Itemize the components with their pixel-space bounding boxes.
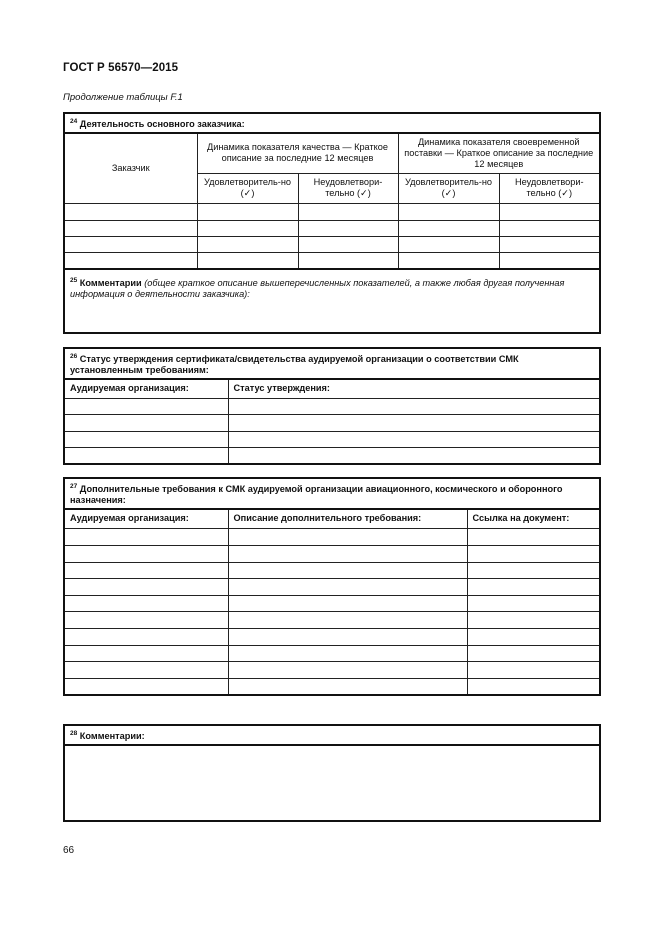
table-cell[interactable] <box>467 628 600 645</box>
table-cell[interactable] <box>64 447 228 464</box>
page-number: 66 <box>63 845 75 856</box>
table-cell[interactable] <box>228 414 600 431</box>
table-cell[interactable] <box>64 661 228 678</box>
table-cell[interactable] <box>228 595 467 611</box>
section-24-heading: $^{24}$ Деятельность основного заказчика: <box>64 113 600 133</box>
delivery-group-header: Динамика показателя своевременной поставки — Краткое описание за последние 12 месяцев <box>398 133 600 173</box>
table-cell[interactable] <box>467 611 600 628</box>
section-26-table <box>63 347 601 465</box>
table-cell[interactable] <box>398 252 499 269</box>
table-cell[interactable] <box>64 398 228 414</box>
table-cell[interactable] <box>467 645 600 661</box>
section-25-comments[interactable]: $^{25}$ Комментарии (общее краткое описание вышеперечисленных показателей, а также любая другая полученная информация о деятельности заказчика): <box>64 269 600 333</box>
table-cell[interactable] <box>467 678 600 695</box>
table-row <box>64 562 600 578</box>
table-continuation-caption: Продолжение таблицы F.1 <box>63 92 183 103</box>
customer-cell[interactable] <box>64 252 197 269</box>
table-row <box>64 252 600 269</box>
table-cell[interactable] <box>228 447 600 464</box>
customer-cell[interactable] <box>64 236 197 252</box>
table-cell[interactable] <box>64 545 228 562</box>
table-row <box>64 661 600 678</box>
table-cell[interactable] <box>64 611 228 628</box>
delivery-satisfactory-header: Удовлетворитель-но (✓) <box>398 173 499 203</box>
customer-column-header: Заказчик <box>64 133 197 203</box>
section-28-comments-area[interactable] <box>64 745 600 821</box>
quality-group-header: Динамика показателя качества — Краткое описание за последние 12 месяцев <box>197 133 398 173</box>
section-28-table <box>63 724 601 822</box>
table-cell[interactable] <box>499 252 600 269</box>
customer-cell[interactable] <box>64 220 197 236</box>
table-cell[interactable] <box>228 562 467 578</box>
table-row <box>64 431 600 447</box>
section-28-heading: $^{28}$ Комментарии: <box>64 725 600 745</box>
table-cell[interactable] <box>64 678 228 695</box>
quality-satisfactory-header: Удовлетворитель-но (✓) <box>197 173 298 203</box>
section-27-heading: $^{27}$ Дополнительные требования к СМК аудируемой организации авиационного, космического и оборонного назначения: <box>64 478 600 509</box>
table-cell[interactable] <box>298 252 398 269</box>
document-code: ГОСТ Р 56570—2015 <box>63 62 179 74</box>
table-cell[interactable] <box>228 628 467 645</box>
delivery-unsatisfactory-header: Неудовлетвори-тельно (✓) <box>499 173 600 203</box>
table-row <box>64 203 600 220</box>
table-cell[interactable] <box>398 236 499 252</box>
table-cell[interactable] <box>197 220 298 236</box>
table-row <box>64 447 600 464</box>
table-cell[interactable] <box>499 236 600 252</box>
table-cell[interactable] <box>228 645 467 661</box>
table-cell[interactable] <box>499 203 600 220</box>
table-cell[interactable] <box>228 431 600 447</box>
table-cell[interactable] <box>197 252 298 269</box>
section-25-note: (общее краткое описание вышеперечисленных показателей, а также любая другая полученная информация о деятельности заказчика): <box>70 278 565 300</box>
table-row <box>64 678 600 695</box>
audited-org-header: Аудируемая организация: <box>64 379 228 398</box>
table-cell[interactable] <box>197 203 298 220</box>
table-cell[interactable] <box>467 661 600 678</box>
approval-status-header: Статус утверждения: <box>228 379 600 398</box>
table-cell[interactable] <box>298 203 398 220</box>
table-cell[interactable] <box>398 220 499 236</box>
table-cell[interactable] <box>197 236 298 252</box>
table-row <box>64 578 600 595</box>
table-cell[interactable] <box>467 595 600 611</box>
section-24-table <box>63 112 601 334</box>
document-reference-header: Ссылка на документ: <box>467 509 600 528</box>
table-cell[interactable] <box>228 611 467 628</box>
table-cell[interactable] <box>228 678 467 695</box>
table-cell[interactable] <box>64 414 228 431</box>
table-cell[interactable] <box>64 431 228 447</box>
table-cell[interactable] <box>64 645 228 661</box>
table-cell[interactable] <box>398 203 499 220</box>
table-cell[interactable] <box>298 236 398 252</box>
table-cell[interactable] <box>499 220 600 236</box>
table-row <box>64 545 600 562</box>
table-row <box>64 611 600 628</box>
table-cell[interactable] <box>228 528 467 545</box>
table-cell[interactable] <box>467 562 600 578</box>
table-cell[interactable] <box>228 545 467 562</box>
table-row <box>64 595 600 611</box>
table-row <box>64 528 600 545</box>
table-row <box>64 414 600 431</box>
table-cell[interactable] <box>64 595 228 611</box>
customer-cell[interactable] <box>64 203 197 220</box>
table-row <box>64 236 600 252</box>
table-row <box>64 398 600 414</box>
table-cell[interactable] <box>64 562 228 578</box>
section-26-heading: $^{26}$ Статус утверждения сертификата/свидетельства аудируемой организации о соответствии СМК установленным требованиям: <box>64 348 600 379</box>
quality-unsatisfactory-header: Неудовлетвори-тельно (✓) <box>298 173 398 203</box>
table-cell[interactable] <box>64 578 228 595</box>
table-cell[interactable] <box>228 398 600 414</box>
table-row <box>64 628 600 645</box>
table-row <box>64 220 600 236</box>
table-row <box>64 645 600 661</box>
table-cell[interactable] <box>467 545 600 562</box>
table-cell[interactable] <box>467 578 600 595</box>
section-27-table <box>63 477 601 696</box>
table-cell[interactable] <box>228 661 467 678</box>
table-cell[interactable] <box>228 578 467 595</box>
table-cell[interactable] <box>467 528 600 545</box>
table-cell[interactable] <box>298 220 398 236</box>
table-cell[interactable] <box>64 528 228 545</box>
table-cell[interactable] <box>64 628 228 645</box>
audited-org-header: Аудируемая организация: <box>64 509 228 528</box>
requirement-description-header: Описание дополнительного требования: <box>228 509 467 528</box>
